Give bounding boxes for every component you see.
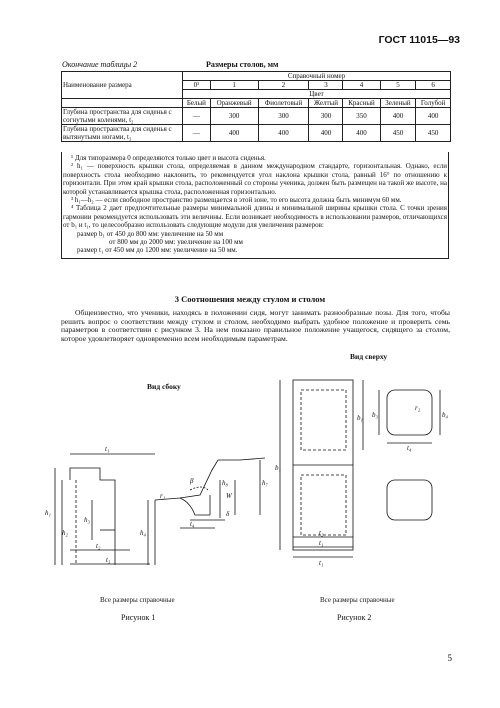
dim-t1: t₁ <box>105 445 110 453</box>
figure-2-caption: Рисунок 2 <box>337 613 372 622</box>
dim-b1: b₁ <box>275 464 281 472</box>
dim-w: W <box>226 492 232 500</box>
value-cell: 300 <box>309 108 343 125</box>
dim-t1-top: t₁ <box>319 539 324 547</box>
dim-t2: t₂ <box>96 542 101 550</box>
table-title: Размеры столов, мм <box>206 60 279 69</box>
color-cell: Оранжевый <box>210 99 258 108</box>
table-row <box>62 108 451 125</box>
figure-1-caption: Рисунок 1 <box>121 613 156 622</box>
table-notes <box>61 152 449 259</box>
dim-beta: β <box>190 477 194 485</box>
page-number: 5 <box>447 653 452 663</box>
dim-b4: b₄ <box>442 411 448 419</box>
note-2: ² h₁ — поверхность крышки стола, определяемая в данном международном стандарте, горизонтальная. Однако, если поверхность стола необходимо наклонить, то рекомендуется угол наклона крышки стола, равный 16° по отношению к горизонтали. При этом край крышки стола, расположенный со стороны ученика, должен быть размещен на такой же высоте, на которой устанавливается крышка стола, расположенная горизонтально. <box>63 162 447 196</box>
dim-t4: t₄ <box>190 520 195 528</box>
color-cell: Зеленый <box>380 99 416 108</box>
module-line: размер b₁ от 450 до 800 мм: увеличение на 50 мм <box>77 229 224 238</box>
value-cell: 450 <box>416 125 451 142</box>
side-view-label: Вид сбоку <box>147 382 181 391</box>
value-cell: 300 <box>258 108 309 125</box>
color-cell: Голубой <box>416 99 451 108</box>
color-cell: Белый <box>183 99 211 108</box>
value-cell: 400 <box>343 125 380 142</box>
dim-r2: r₂ <box>415 404 421 412</box>
color-cell: Красный <box>343 99 380 108</box>
dim-h7: h₇ <box>262 479 268 487</box>
dim-t4-top: t₄ <box>407 444 412 452</box>
number-cell: 1 <box>210 81 258 90</box>
ref-number-header: Справочный номер <box>183 72 451 81</box>
standard-code: ГОСТ 11015—93 <box>378 34 460 46</box>
value-cell: — <box>183 125 211 142</box>
sizes-table <box>61 71 451 142</box>
number-cell: 5 <box>380 81 416 90</box>
value-cell: 400 <box>210 125 258 142</box>
value-cell: 350 <box>343 108 380 125</box>
number-cell: 0¹ <box>183 81 211 90</box>
dim-t2-top: t₂ <box>319 529 324 537</box>
top-view-label: Вид сверху <box>350 352 388 361</box>
seat-outline <box>387 390 432 435</box>
dim-b3: b₃ <box>372 411 378 419</box>
value-cell: 300 <box>210 108 258 125</box>
number-cell: 3 <box>309 81 343 90</box>
value-cell: — <box>183 108 211 125</box>
dim-b1-top: b₁ <box>357 414 363 422</box>
chair-outline <box>70 468 115 565</box>
table-continuation-label: Окончание таблицы 2 <box>62 60 138 69</box>
value-cell: 400 <box>380 108 416 125</box>
dim-h2: h₂ <box>62 529 68 537</box>
value-cell: 400 <box>416 108 451 125</box>
dim-h8: h₈ <box>222 479 228 487</box>
dim-h4: h₄ <box>140 529 146 537</box>
figure-1-note: Все размеры справочные <box>100 596 175 604</box>
section-title: 3 Соотношения между стулом и столом <box>174 294 326 304</box>
dim-r1: r₁ <box>160 492 166 500</box>
table-outline <box>155 458 265 500</box>
dim-h3: h₃ <box>84 516 90 524</box>
value-cell: 450 <box>380 125 416 142</box>
dim-t1-bottom: t₁ <box>319 559 324 567</box>
figure-1-side-view <box>40 440 280 580</box>
note-1: ¹ Для типоразмера 0 определяются только цвет и высота сиденья. <box>71 154 266 162</box>
dim-h1: h₁ <box>45 509 51 517</box>
empty-cell <box>62 99 183 108</box>
color-cell: Фиолетовый <box>258 99 309 108</box>
body-paragraph: Общеизвестно, что ученики, находясь в положении сидя, могут занимать разнообразные позы. Для того, чтобы решить вопрос о соответствии между стулом и столом, необходимо выбрать удобное положение и проверить семь параметров в соответствии с рисунком 3. На нем показано правильное положение учащегося, сидящего за столом, которое удовлетворяет одновременно всем необходимым параметрам. <box>61 308 450 343</box>
seat-outline-lower <box>387 480 432 520</box>
table-row <box>62 125 451 142</box>
figure-2-note: Все размеры справочные <box>320 596 395 604</box>
figure-2-top-view <box>275 375 475 580</box>
module-line: от 800 мм до 2000 мм: увеличение на 100 мм <box>109 238 243 247</box>
color-header: Цвет <box>183 90 451 99</box>
param-header: Наименование размера <box>62 72 183 99</box>
value-cell: 400 <box>258 125 309 142</box>
note-4: ⁴ Таблица 2 дает предпочтительные размеры минимальной длины и минимальной ширины крышки стола. С точки зрения гармонии рекомендуется использовать эти величины. Если возникает необходимость в использовании размеров, отличающихся от b₁ и t₁, то целесообразно использовать следующие модули для увеличения размеров: <box>63 204 447 230</box>
color-cell: Желтый <box>309 99 343 108</box>
dim-delta: δ <box>226 510 230 518</box>
number-cell: 2 <box>258 81 309 90</box>
number-cell: 4 <box>343 81 380 90</box>
number-cell: 6 <box>416 81 451 90</box>
dim-t3: t₃ <box>106 556 111 564</box>
row-name: Глубина пространства для сиденья с согнутыми коленями, t₂ <box>62 108 183 125</box>
row-name: Глубина пространства для сиденья с вытянутыми ногами, t₃ <box>62 125 183 142</box>
value-cell: 400 <box>309 125 343 142</box>
module-line: размер t₁ от 450 мм до 1200 мм: увеличение на 50 мм. <box>77 246 238 255</box>
note-3: ³ h₁—h₂ — если свободное пространство размещается в этой зоне, то его высота должна быть минимум 60 мм. <box>71 196 402 205</box>
